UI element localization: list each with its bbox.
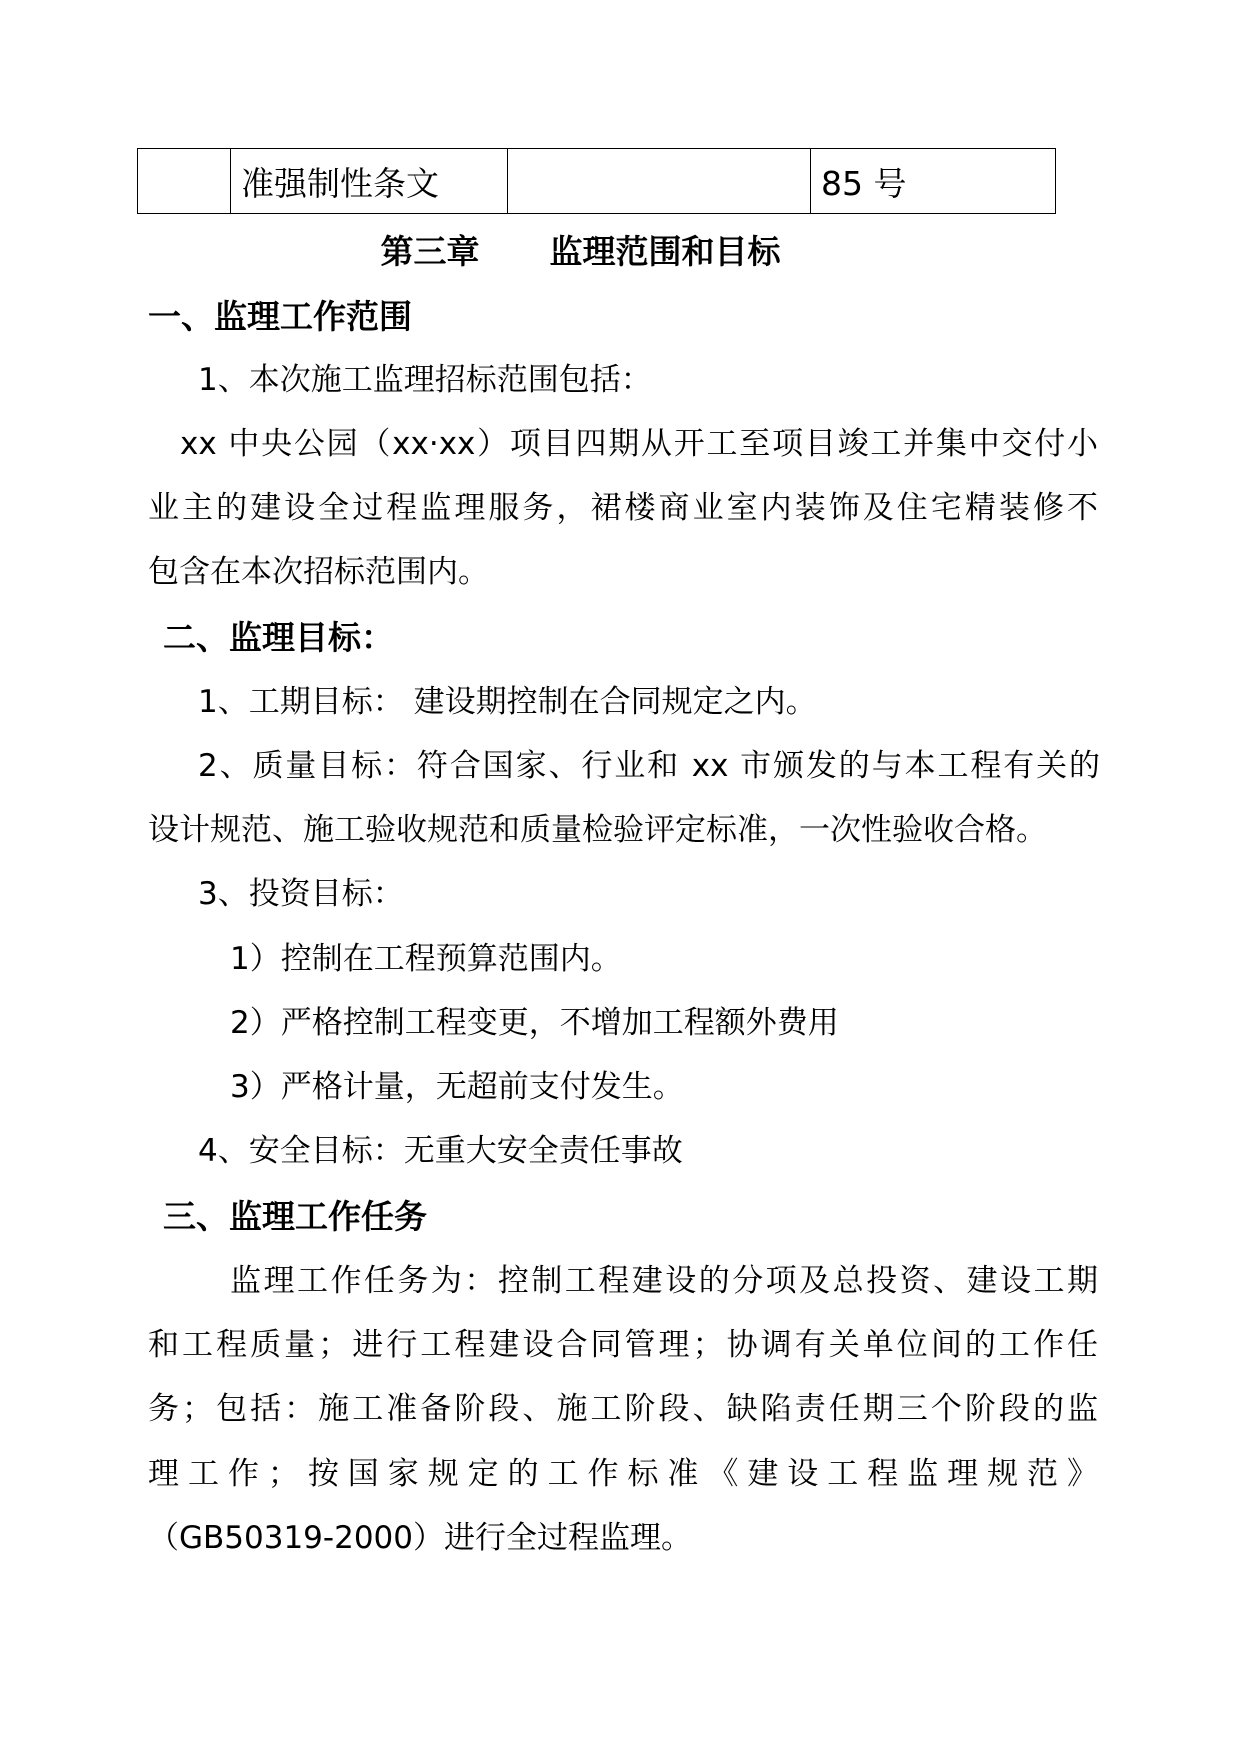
table-cell: 准强制性条文 [231,149,508,214]
scope-paragraph-line: 包含在本次招标范围内。 [148,554,489,590]
investment-sub-3: 3）严格计量，无超前支付发生。 [230,1069,684,1105]
section-heading-scope: 一、监理工作范围 [148,297,412,336]
goal-item-schedule: 1、工期目标： 建设期控制在合同规定之内。 [198,684,817,720]
chapter-title: 监理范围和目标 [549,232,781,271]
goal-item-quality-cont: 设计规范、施工验收规范和质量检验评定标准，一次性验收合格。 [148,812,1047,848]
tasks-paragraph-line: 理工作；按国家规定的工作标准《建设工程监理规范》 [148,1456,1098,1492]
investment-sub-1: 1）控制在工程预算范围内。 [230,941,622,977]
section-heading-goals: 二、监理目标： [163,618,394,657]
scope-paragraph-line: 业主的建设全过程监理服务，裙楼商业室内装饰及住宅精装修不 [148,490,1098,526]
goal-item-investment: 3、投资目标： [198,876,404,912]
tasks-paragraph-line: （GB50319-2000）进行全过程监理。 [148,1520,692,1556]
regulation-table [137,148,1056,214]
table-cell: 85 号 [811,149,1056,214]
table-cell [138,149,231,214]
chapter-heading [0,228,1201,276]
chapter-number: 第三章 [380,232,480,271]
investment-sub-2: 2）严格控制工程变更，不增加工程额外费用 [230,1005,839,1041]
section-heading-tasks: 三、监理工作任务 [163,1197,427,1236]
goal-item-quality: 2、质量目标：符合国家、行业和 xx 市颁发的与本工程有关的 [198,748,1100,784]
scope-item-1: 1、本次施工监理招标范围包括： [198,362,652,398]
tasks-paragraph-line: 和工程质量；进行工程建设合同管理；协调有关单位间的工作任 [148,1327,1098,1363]
tasks-paragraph-line: 务；包括：施工准备阶段、施工阶段、缺陷责任期三个阶段的监 [148,1391,1098,1427]
table-row [138,149,1056,214]
goal-item-safety: 4、安全目标：无重大安全责任事故 [198,1133,683,1169]
table-cell [508,149,811,214]
tasks-paragraph-line: 监理工作任务为：控制工程建设的分项及总投资、建设工期 [230,1263,1098,1299]
scope-paragraph-line: xx 中央公园（xx·xx）项目四期从开工至项目竣工并集中交付小 [180,426,1098,462]
